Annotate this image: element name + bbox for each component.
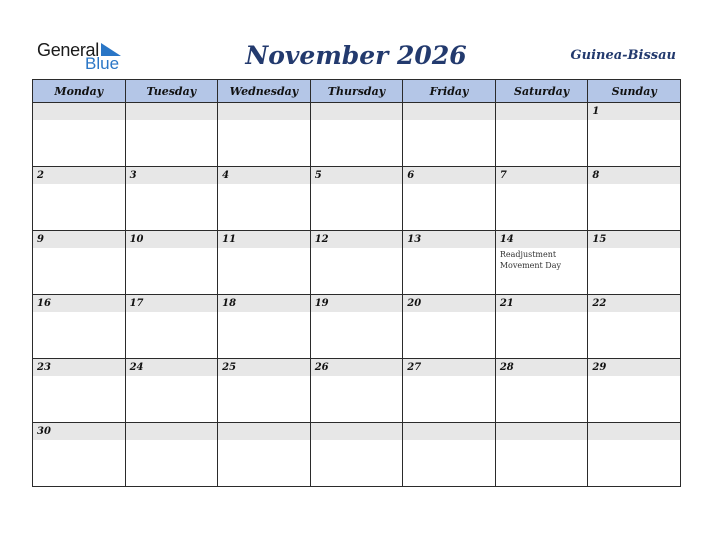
day-number: 25 bbox=[222, 362, 237, 373]
day-cell bbox=[495, 295, 588, 359]
day-number-band bbox=[126, 231, 218, 248]
day-number-band bbox=[496, 167, 588, 184]
weekday-header-row bbox=[33, 80, 681, 103]
day-number-band bbox=[403, 295, 495, 312]
day-cell bbox=[588, 423, 681, 487]
day-number: 15 bbox=[592, 234, 607, 245]
day-cell bbox=[403, 231, 496, 295]
calendar-grid bbox=[32, 79, 681, 487]
week-row bbox=[33, 295, 681, 359]
day-number: 1 bbox=[592, 106, 600, 117]
brand-name-blue: Blue bbox=[85, 54, 120, 73]
weekday-header: Saturday bbox=[495, 80, 588, 103]
weekday-header: Monday bbox=[33, 80, 126, 103]
day-number-band bbox=[311, 167, 403, 184]
day-cell bbox=[218, 359, 311, 423]
week-row bbox=[33, 103, 681, 167]
day-number: 13 bbox=[407, 234, 422, 245]
day-cell bbox=[495, 103, 588, 167]
day-cell bbox=[310, 231, 403, 295]
day-number-band bbox=[311, 295, 403, 312]
day-number-band bbox=[496, 295, 588, 312]
day-cell bbox=[310, 423, 403, 487]
day-number: 23 bbox=[37, 362, 51, 373]
day-cell bbox=[218, 231, 311, 295]
day-number-band bbox=[588, 103, 680, 120]
week-row bbox=[33, 167, 681, 231]
day-number-band bbox=[496, 231, 588, 248]
day-cell bbox=[33, 103, 126, 167]
page-title: November 2026 bbox=[245, 41, 467, 70]
day-cell bbox=[495, 231, 588, 295]
day-number-band bbox=[588, 231, 680, 248]
day-number-band bbox=[126, 359, 218, 376]
day-number-band bbox=[496, 103, 588, 120]
day-cell bbox=[403, 423, 496, 487]
weekday-header: Thursday bbox=[310, 80, 403, 103]
day-number-band bbox=[403, 167, 495, 184]
day-cell bbox=[33, 423, 126, 487]
day-number-band bbox=[311, 103, 403, 120]
day-number: 24 bbox=[129, 362, 144, 373]
day-number: 14 bbox=[499, 234, 514, 245]
day-cell bbox=[310, 167, 403, 231]
day-cell bbox=[310, 103, 403, 167]
week-row bbox=[33, 359, 681, 423]
day-number-band bbox=[403, 423, 495, 440]
day-cell bbox=[218, 167, 311, 231]
day-cell bbox=[403, 295, 496, 359]
weekday-header: Sunday bbox=[588, 80, 681, 103]
day-number-band bbox=[311, 423, 403, 440]
day-cell bbox=[588, 167, 681, 231]
day-number-band bbox=[126, 423, 218, 440]
day-number-band bbox=[218, 231, 310, 248]
day-cell bbox=[495, 423, 588, 487]
day-number: 28 bbox=[499, 362, 514, 373]
weekday-header: Friday bbox=[403, 80, 496, 103]
day-cell bbox=[33, 167, 126, 231]
day-cell bbox=[125, 167, 218, 231]
day-number-band bbox=[588, 359, 680, 376]
day-number-band bbox=[496, 359, 588, 376]
day-cell bbox=[495, 359, 588, 423]
day-number: 2 bbox=[37, 170, 44, 181]
day-number-band bbox=[218, 103, 310, 120]
day-number-band bbox=[311, 359, 403, 376]
day-number-band bbox=[33, 103, 125, 120]
country-name: Guinea-Bissau bbox=[570, 48, 676, 63]
day-number: 11 bbox=[222, 234, 237, 245]
weekday-header: Tuesday bbox=[125, 80, 218, 103]
day-cell bbox=[33, 359, 126, 423]
day-number-band bbox=[33, 295, 125, 312]
day-number-band bbox=[218, 423, 310, 440]
holiday-label: Readjustment Movement Day bbox=[499, 250, 562, 270]
day-cell bbox=[588, 295, 681, 359]
day-number: 26 bbox=[314, 362, 329, 373]
day-number-band bbox=[218, 167, 310, 184]
day-cell bbox=[125, 295, 218, 359]
day-number: 19 bbox=[314, 298, 329, 309]
day-number-band bbox=[126, 295, 218, 312]
day-number: 29 bbox=[592, 362, 607, 373]
day-cell bbox=[33, 231, 126, 295]
day-cell bbox=[403, 103, 496, 167]
day-number-band bbox=[403, 231, 495, 248]
day-number-band bbox=[126, 103, 218, 120]
brand-name-general: General bbox=[37, 40, 99, 60]
day-number: 20 bbox=[407, 298, 422, 309]
day-number-band bbox=[588, 295, 680, 312]
day-cell bbox=[588, 103, 681, 167]
day-number: 5 bbox=[314, 170, 322, 181]
weekday-header: Wednesday bbox=[218, 80, 311, 103]
day-cell bbox=[125, 359, 218, 423]
day-cell bbox=[125, 103, 218, 167]
day-cell bbox=[403, 359, 496, 423]
day-number: 18 bbox=[222, 298, 237, 309]
week-row bbox=[33, 231, 681, 295]
day-number-band bbox=[33, 231, 125, 248]
day-cell bbox=[588, 231, 681, 295]
day-number-band bbox=[126, 167, 218, 184]
day-cell bbox=[33, 295, 126, 359]
day-number-band bbox=[403, 103, 495, 120]
day-number-band bbox=[33, 167, 125, 184]
day-number: 9 bbox=[37, 234, 44, 245]
day-number-band bbox=[588, 167, 680, 184]
day-number: 16 bbox=[37, 298, 51, 309]
day-number: 22 bbox=[592, 298, 607, 309]
day-cell bbox=[218, 423, 311, 487]
day-number: 3 bbox=[129, 170, 137, 181]
day-cell bbox=[125, 231, 218, 295]
day-number-band bbox=[311, 231, 403, 248]
day-number: 17 bbox=[129, 298, 144, 309]
day-number: 4 bbox=[222, 170, 230, 181]
day-number-band bbox=[588, 423, 680, 440]
day-number-band bbox=[218, 295, 310, 312]
day-cell bbox=[310, 359, 403, 423]
day-cell bbox=[495, 167, 588, 231]
day-number: 21 bbox=[499, 298, 514, 309]
day-number: 8 bbox=[592, 170, 600, 181]
day-number: 10 bbox=[129, 234, 144, 245]
day-number-band bbox=[33, 423, 125, 440]
day-number: 27 bbox=[407, 362, 422, 373]
day-cell bbox=[310, 295, 403, 359]
day-number: 12 bbox=[314, 234, 329, 245]
day-number-band bbox=[218, 359, 310, 376]
day-number: 7 bbox=[499, 170, 507, 181]
day-cell bbox=[588, 359, 681, 423]
day-number: 30 bbox=[37, 426, 51, 437]
day-number: 6 bbox=[407, 170, 415, 181]
week-row bbox=[33, 423, 681, 487]
day-cell bbox=[218, 295, 311, 359]
day-cell bbox=[125, 423, 218, 487]
day-cell bbox=[218, 103, 311, 167]
day-number-band bbox=[33, 359, 125, 376]
day-number-band bbox=[496, 423, 588, 440]
day-number-band bbox=[403, 359, 495, 376]
day-cell bbox=[403, 167, 496, 231]
